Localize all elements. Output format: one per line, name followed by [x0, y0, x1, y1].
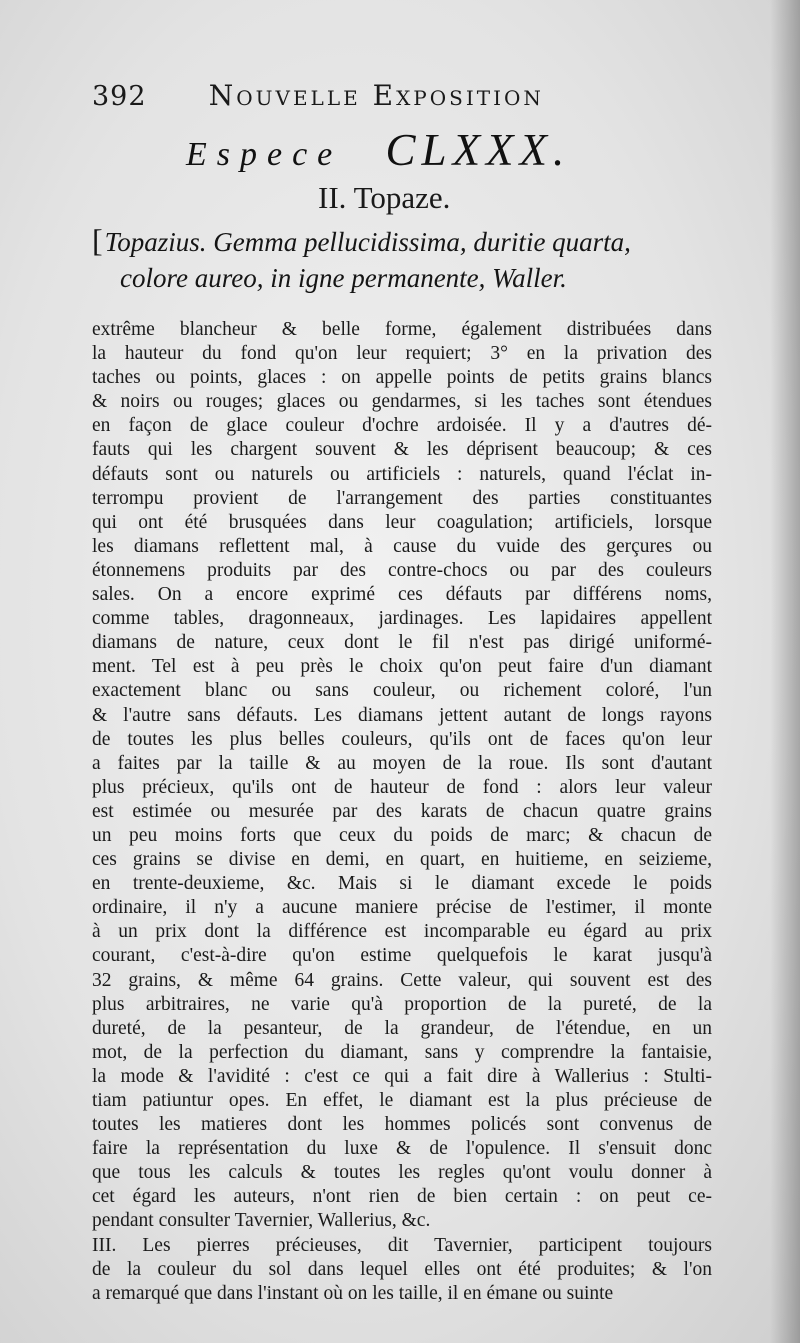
- page-number: 392: [92, 81, 147, 112]
- body-line: défauts sont ou naturels ou artificiels : naturels, quand l'éclat in-: [92, 463, 712, 485]
- body-line: ces grains se divise en demi, en quart, en huitieme, en seizieme,: [92, 849, 712, 871]
- body-line: a faites par la taille & au moyen de la roue. Ils sont d'autant: [92, 752, 712, 774]
- body-line: & noirs ou rouges; glaces ou gendarmes, si les taches sont étendues: [92, 391, 712, 413]
- body-line: les diamans reflettent mal, à cause du vuide des gerçures ou: [92, 535, 712, 557]
- body-line: tiam patiuntur opes. En effet, le diamant est la plus précieuse de: [92, 1090, 712, 1111]
- body-line: cet égard les auteurs, n'ont rien de bien certain : on peut ce-: [92, 1186, 712, 1208]
- body-line: & l'autre sans défauts. Les diamans jettent autant de longs rayons: [92, 704, 712, 726]
- body-line: étonnemens produits par des contre-chocs ou par des couleurs: [92, 559, 712, 581]
- body-text: [92, 318, 712, 1306]
- body-line: comme tables, dragonneaux, jardinages. Les lapidaires appellent: [92, 608, 712, 630]
- body-line: plus précieux, qu'ils ont de hauteur de fond : alors leur valeur: [92, 776, 712, 798]
- page-edge-shadow: [770, 0, 800, 1343]
- body-line: diamans de nature, ceux dont le fil n'est pas dirigé uniformé-: [92, 632, 712, 654]
- latin-line-2: colore aureo, in igne permanente, Waller.: [120, 263, 567, 293]
- section-title: II. Topaze.: [318, 180, 451, 215]
- body-line: qui ont été brusquées dans leur coagulation; artificiels, lorsque: [92, 511, 712, 533]
- body-line: faire la représentation du luxe & de l'opulence. Il s'ensuit donc: [92, 1138, 712, 1160]
- body-line: que tous les calculs & toutes les regles qu'ont voulu donner à: [92, 1162, 712, 1184]
- body-line: exactement blanc ou sans couleur, ou richement coloré, l'un: [92, 680, 712, 702]
- latin-description: [92, 222, 712, 296]
- body-line: 32 grains, & même 64 grains. Cette valeur, qui souvent est des: [92, 969, 712, 991]
- body-line: a remarqué que dans l'instant où on les taille, il en émane ou suinte: [92, 1282, 614, 1304]
- running-head: Nouvelle Exposition: [208, 79, 544, 112]
- body-line: est estimée ou mesurée par des karats de chacun quatre grains: [92, 800, 712, 822]
- latin-bracket: [: [92, 222, 103, 258]
- body-line: pendant consulter Tavernier, Wallerius, &c.: [92, 1210, 431, 1232]
- body-line: un peu moins forts que ceux du poids de marc; & chacun de: [92, 824, 712, 846]
- body-line: sales. On a encore exprimé ces défauts par différens noms,: [92, 584, 712, 606]
- body-line: à un prix dont la différence est incomparable eu égard au prix: [92, 921, 712, 943]
- body-line: terrompu provient de l'arrangement des parties constituantes: [92, 487, 712, 509]
- body-line: la mode & l'avidité : c'est ce qui a fait dire à Wallerius : Stulti-: [92, 1065, 712, 1087]
- body-line: III. Les pierres précieuses, dit Tavernier, participent toujours: [92, 1234, 712, 1256]
- latin-line-1: Topazius. Gemma pellucidissima, duritie quarta,: [104, 227, 631, 257]
- body-line: de toutes les plus belles couleurs, qu'ils ont de faces qu'on leur: [92, 728, 712, 750]
- body-line: extrême blancheur & belle forme, également distribuées dans: [92, 319, 712, 340]
- body-line: plus arbitraires, ne varie qu'à proportion de la pureté, de la: [92, 993, 712, 1015]
- species-heading: [186, 124, 646, 176]
- species-word: Espece: [186, 136, 343, 173]
- body-line: taches ou points, glaces : on appelle points de petits grains blancs: [92, 367, 712, 389]
- body-line: en trente-deuxieme, &c. Mais si le diamant excede le poids: [92, 873, 712, 895]
- body-line: la hauteur du fond qu'on leur requiert; 3° en la privation des: [92, 343, 712, 365]
- body-line: courant, c'est-à-dire qu'on estime quelquefois le karat jusqu'à: [92, 945, 712, 967]
- species-numeral: CLXXX.: [385, 125, 571, 175]
- page-header: [92, 78, 612, 112]
- body-line: dureté, de la pesanteur, de la grandeur, de l'étendue, en un: [92, 1017, 712, 1039]
- body-line: toutes les matieres dont les hommes policés sont convenus de: [92, 1114, 712, 1136]
- body-line: fauts qui les chargent souvent & les déprisent beaucoup; & ces: [92, 439, 712, 461]
- body-line: ordinaire, il n'y a aucune maniere précise de l'estimer, il monte: [92, 897, 712, 919]
- body-line: de la couleur du sol dans lequel elles ont été produites; & l'on: [92, 1258, 712, 1280]
- body-line: mot, de la perfection du diamant, sans y comprendre la fantaisie,: [92, 1041, 712, 1063]
- body-line: ment. Tel est à peu près le choix qu'on peut faire d'un diamant: [92, 656, 712, 678]
- body-line: en façon de glace couleur d'ochre ardoisée. Il y a d'autres dé-: [92, 415, 712, 437]
